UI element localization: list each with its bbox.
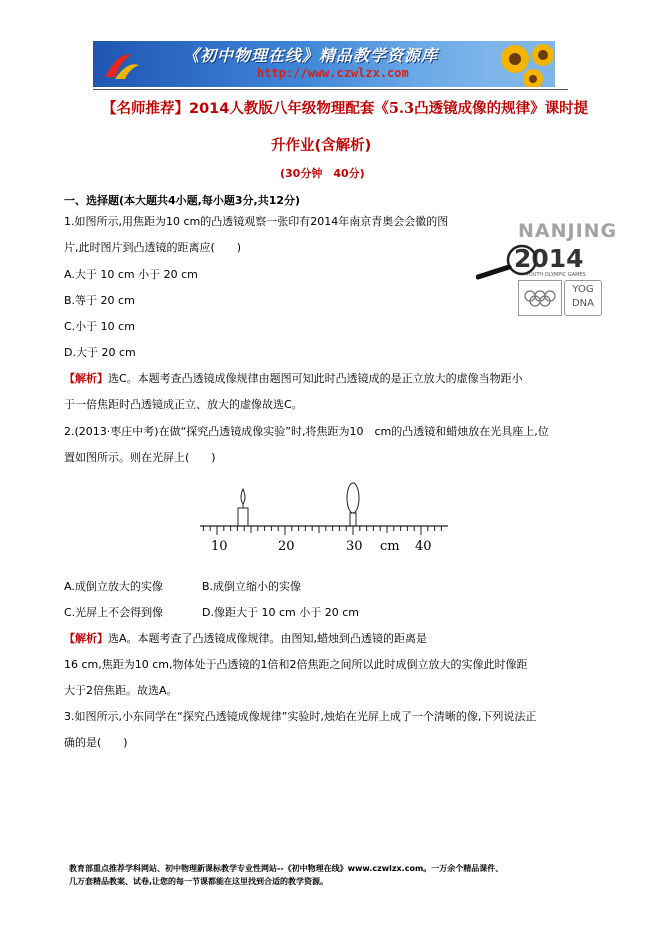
page-title [102,97,588,118]
site-logo-icon [101,47,141,83]
logo-games: YOUTH OLYMPIC GAMES [526,272,586,278]
footer-line1: 教育部重点推荐学科网站、初中物理新课标教学专业性网站--《初中物理在线》www.czwlzx.com。一万余个精品课件、 [69,864,504,873]
q2-analysis-text: 选A。本题考查了凸透镜成像规律。由图知,蜡烛到凸透镜的距离是 [108,632,428,645]
title-lesson: 5.3凸透镜成像的规律 [388,100,531,117]
title-tag: 【名师推荐】 [102,101,189,117]
logo-year: 2014 [514,244,584,273]
analysis-label: 【解析】 [64,632,108,645]
logo-word: NANJING [518,220,618,242]
q1-stem-line1: 1.如图所示,用焦距为10 cm的凸透镜观察一张印有2014年南京青奥会会徽的图 [64,215,449,228]
q2-option-c: C.光屏上不会得到像 [64,606,164,619]
tick-label-20: 20 [278,539,295,554]
page-footer [69,862,503,888]
q2-option-b: B.成倒立缩小的实像 [202,580,302,593]
q1-analysis-line2: 于一倍焦距时凸透镜成正立、放大的虚像故选C。 [64,398,303,411]
q3-stem-line2: 确的是( ) [64,736,128,749]
q2-stem-line2: 置如图所示。则在光屏上( ) [64,451,216,464]
q2-option-d: D.像距大于 10 cm 小于 20 cm [202,606,359,619]
site-banner [93,41,555,87]
sunflower-icon [485,41,555,87]
magnifier-icon [476,240,536,280]
q1-option-c: C.小于 10 cm [64,320,135,333]
q2-analysis-line1 [64,632,427,646]
q2-option-a: A.成倒立放大的实像 [64,580,163,593]
nanjing-2014-logo [476,220,618,322]
analysis-label: 【解析】 [64,372,108,385]
badge-line1: YOG [572,284,594,295]
q1-option-d: D.大于 20 cm [64,346,136,359]
ruler-and-apparatus [200,476,450,538]
tick-label-40: 40 [415,539,432,554]
title-suffix: 》课时提 [530,101,589,117]
q3-stem-line1: 3.如图所示,小东同学在“探究凸透镜成像规律”实验时,烛焰在光屏上成了一个清晰的像,下列说法正 [64,710,537,723]
yog-dna-badge [564,280,602,316]
header-rule [93,89,568,90]
q2-analysis-line2: 16 cm,焦距为10 cm,物体处于凸透镜的1倍和2倍焦距之间所以此时成倒立放大的实像此时像距 [64,658,528,671]
banner-title: 《初中物理在线》精品教学资源库 [183,46,439,65]
time-note: (30分钟 40分) [280,167,365,180]
tick-label-10: 10 [211,539,228,554]
olympic-rings-icon [518,280,562,316]
q1-option-b: B.等于 20 cm [64,294,135,307]
banner-url[interactable]: http://www.czwlzx.com [257,66,409,80]
q1-stem-line2: 片,此时图片到凸透镜的距离应( ) [64,241,242,254]
q1-analysis-text: 选C。本题考查凸透镜成像规律由题图可知此时凸透镜成的是正立放大的虚像当物距小 [108,372,523,385]
q1-option-a: A.大于 10 cm 小于 20 cm [64,268,198,281]
badge-line2: DNA [571,298,595,309]
footer-line2: 几万套精品教案、试卷,让您的每一节课都能在这里找到合适的教学资源。 [69,877,329,886]
optical-bench-figure [200,476,450,560]
q2-stem-line1: 2.(2013·枣庄中考)在做“探究凸透镜成像实验”时,将焦距为10 cm的凸透镜和蜡烛放在光具座上,位 [64,425,549,438]
title-main: 2014人教版八年级物理配套《 [189,101,389,117]
tick-label-unit: cm [380,539,400,554]
q2-analysis-line3: 大于2倍焦距。故选A。 [64,684,178,697]
q1-analysis-line1 [64,372,523,386]
page-title-line2: 升作业(含解析) [271,138,372,154]
section-heading: 一、选择题(本大题共4小题,每小题3分,共12分) [64,194,301,207]
tick-label-30: 30 [346,539,363,554]
